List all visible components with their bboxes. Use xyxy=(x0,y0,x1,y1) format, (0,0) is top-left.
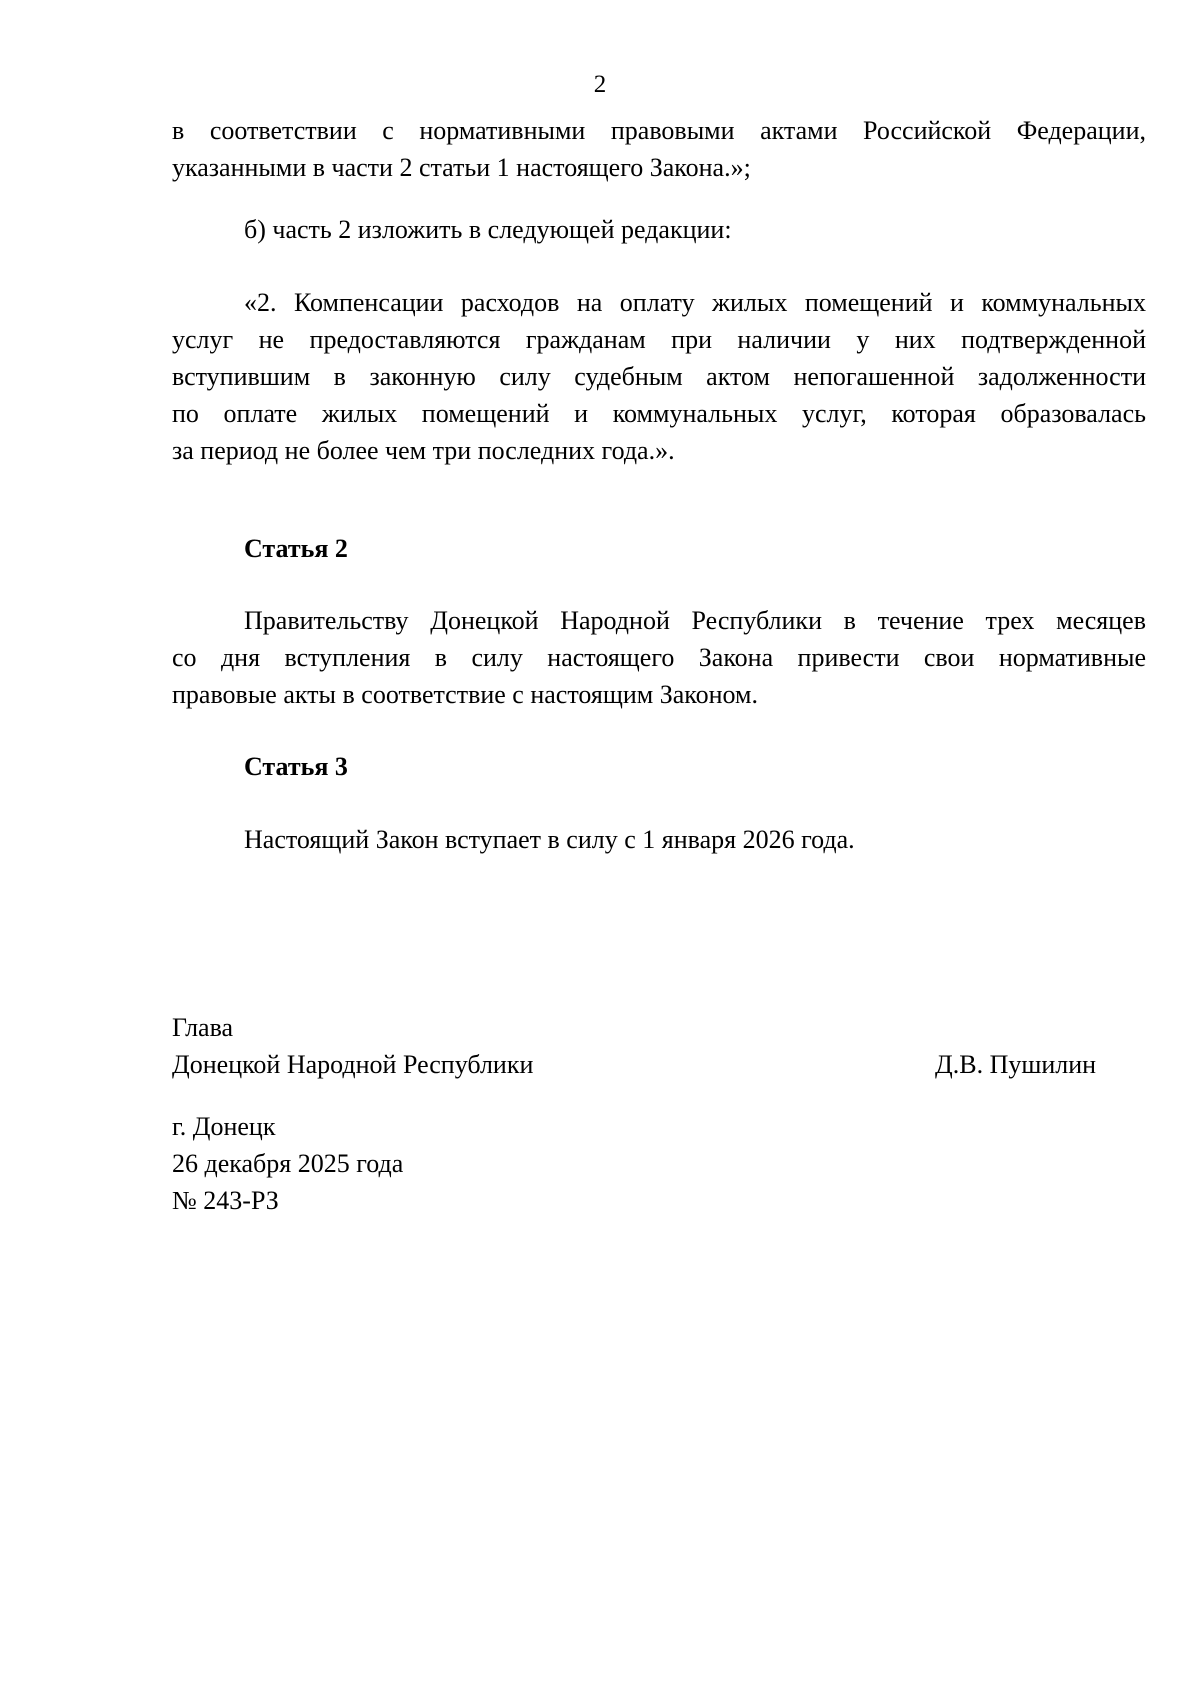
paragraph-line: по оплате жилых помещений и коммунальных услуг, которая образовалась xyxy=(172,399,1146,428)
article-3-text: Настоящий Закон вступает в силу с 1 января 2026 года. xyxy=(244,825,855,854)
paragraph-line: «2. Компенсации расходов на оплату жилых помещений и коммунальных xyxy=(244,288,1146,317)
paragraph-line: Правительству Донецкой Народной Республики в течение трех месяцев xyxy=(244,606,1146,635)
paragraph-line: услуг не предоставляются гражданам при наличии у них подтвержденной xyxy=(172,325,1146,354)
paragraph-line: за период не более чем три последних года.». xyxy=(172,436,675,465)
paragraph-line: правовые акты в соответствие с настоящим Законом. xyxy=(172,680,758,709)
law-number: № 243-РЗ xyxy=(172,1186,279,1215)
article-2-paragraph xyxy=(172,602,1146,713)
date-of-signing: 26 декабря 2025 года xyxy=(172,1149,404,1178)
continuation-paragraph xyxy=(172,112,1146,186)
article-2-heading: Статья 2 xyxy=(244,534,348,563)
article-3-heading: Статья 3 xyxy=(244,752,348,781)
paragraph-line: указанными в части 2 статьи 1 настоящего Закона.»; xyxy=(172,153,751,182)
amended-part-2-paragraph xyxy=(172,284,1146,469)
paragraph-line: в соответствии с нормативными правовыми актами Российской Федерации, xyxy=(172,116,1146,145)
paragraph-line: со дня вступления в силу настоящего Закона привести свои нормативные xyxy=(172,643,1146,672)
paragraph-line: вступившим в законную силу судебным актом непогашенной задолженности xyxy=(172,362,1146,391)
signatory-name: Д.В. Пушилин xyxy=(935,1050,1097,1079)
page-number: 2 xyxy=(593,71,607,98)
item-b-text: б) часть 2 изложить в следующей редакции: xyxy=(244,215,732,244)
signatory-title-line-2: Донецкой Народной Республики xyxy=(172,1050,534,1079)
signatory-title-line-1: Глава xyxy=(172,1013,234,1042)
place-of-signing: г. Донецк xyxy=(172,1112,276,1141)
